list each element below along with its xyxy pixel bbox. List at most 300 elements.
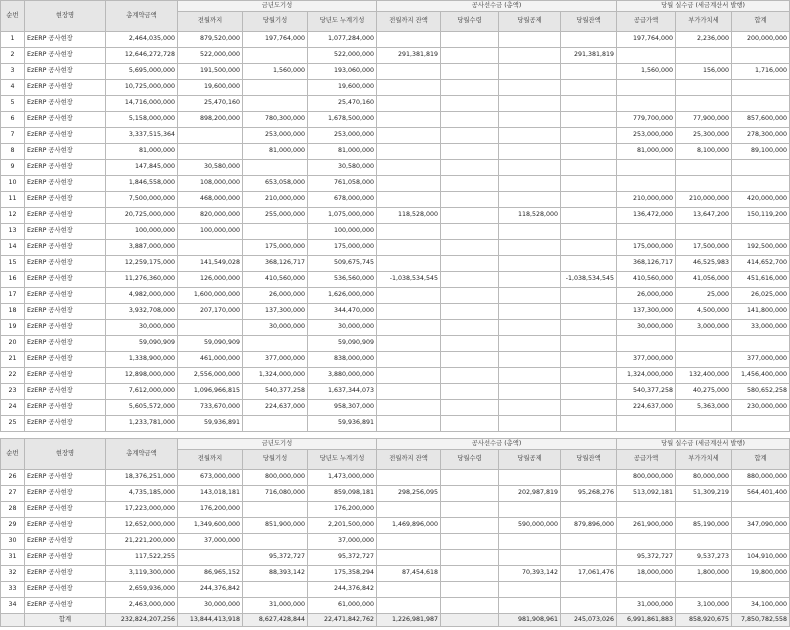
cell-contract: 147,845,000 [106,160,178,176]
cell-this-month: 31,000,000 [243,598,308,614]
cell-this-month: 210,000,000 [243,192,308,208]
cell-year-cum: 1,637,344,073 [308,384,377,400]
cell-sum: 19,800,000 [732,566,790,582]
cell-adv-balance [561,208,617,224]
cell-vat: 8,100,000 [676,144,732,160]
cell-no: 12 [1,208,25,224]
cell-no: 14 [1,240,25,256]
cell-this-month: 780,300,000 [243,112,308,128]
col-no: 순번 [1,439,25,470]
cell-site: EzERP 공사현장 [25,416,106,432]
cell-site: EzERP 공사현장 [25,96,106,112]
table-row [1,176,790,192]
cell-adv-prev-balance [377,240,441,256]
cell-adv-deduct [499,144,561,160]
cell-adv-deduct [499,336,561,352]
cell-adv-receipt [441,128,499,144]
col-prev-month: 전월까지 [178,450,243,470]
cell-adv-receipt [441,96,499,112]
cell-adv-deduct [499,550,561,566]
cell-adv-receipt [441,598,499,614]
col-adv-receipt: 당월수령 [441,450,499,470]
cell-year-cum: 1,678,500,000 [308,112,377,128]
cell-adv-deduct [499,352,561,368]
cell-vat [676,502,732,518]
cell-adv-prev-balance [377,64,441,80]
cell-prev-month: 141,549,028 [178,256,243,272]
cell-sum: 420,000,000 [732,192,790,208]
cell-adv-deduct [499,416,561,432]
cell-prev-month: 191,500,000 [178,64,243,80]
cell-no: 27 [1,486,25,502]
cell-no: 24 [1,400,25,416]
cell-adv-balance [561,64,617,80]
cell-year-cum: 509,675,745 [308,256,377,272]
cell-sum: 141,800,000 [732,304,790,320]
cell-vat: 858,920,675 [676,614,732,627]
cell-adv-receipt [441,32,499,48]
cell-adv-balance: 879,896,000 [561,518,617,534]
cell-supply: 31,000,000 [617,598,676,614]
col-adv-prev-balance: 전월까지 잔액 [377,450,441,470]
table-row [1,368,790,384]
cell-adv-balance [561,598,617,614]
cell-prev-month: 59,936,891 [178,416,243,432]
table-row [1,416,790,432]
cell-site: EzERP 공사현장 [25,64,106,80]
cell-prev-month: 1,349,600,000 [178,518,243,534]
cell-adv-balance [561,144,617,160]
cell-supply: 224,637,000 [617,400,676,416]
cell-prev-month: 898,200,000 [178,112,243,128]
cell-adv-receipt [441,192,499,208]
col-site: 현장명 [25,1,106,32]
cell-vat [676,534,732,550]
cell-this-month: 377,000,000 [243,352,308,368]
table-row [1,336,790,352]
cell-contract: 2,659,936,000 [106,582,178,598]
cell-site: EzERP 공사현장 [25,320,106,336]
cell-sum: 1,716,000 [732,64,790,80]
col-site: 현장명 [25,439,106,470]
cell-contract: 3,887,000,000 [106,240,178,256]
cell-year-cum: 1,473,000,000 [308,470,377,486]
cell-sum: 857,600,000 [732,112,790,128]
cell-sum [732,582,790,598]
cell-supply: 253,000,000 [617,128,676,144]
cell-vat: 80,000,000 [676,470,732,486]
cell-prev-month: 733,670,000 [178,400,243,416]
cell-supply [617,80,676,96]
cell-year-cum: 761,058,000 [308,176,377,192]
table-row [1,128,790,144]
cell-adv-receipt [441,502,499,518]
cell-adv-prev-balance [377,582,441,598]
cell-this-month: 81,000,000 [243,144,308,160]
cell-sum: 880,000,000 [732,470,790,486]
table-row [1,400,790,416]
cell-adv-receipt [441,320,499,336]
table-row [1,224,790,240]
cell-adv-balance [561,352,617,368]
table-row [1,384,790,400]
cell-contract: 59,090,909 [106,336,178,352]
cell-adv-prev-balance: -1,038,534,545 [377,272,441,288]
cell-vat: 25,000 [676,288,732,304]
cell-year-cum: 838,000,000 [308,352,377,368]
cell-site: EzERP 공사현장 [25,48,106,64]
cell-prev-month [178,320,243,336]
cell-prev-month: 1,600,000,000 [178,288,243,304]
cell-supply [617,176,676,192]
table-row [1,582,790,598]
cell-adv-receipt [441,224,499,240]
cell-year-cum: 2,201,500,000 [308,518,377,534]
cell-adv-balance [561,32,617,48]
cell-contract: 117,522,255 [106,550,178,566]
cell-this-month: 26,000,000 [243,288,308,304]
group-this-year: 금년도기성 [178,439,377,450]
table-row [1,96,790,112]
cell-adv-receipt [441,176,499,192]
cell-contract: 3,119,300,000 [106,566,178,582]
cell-adv-deduct [499,48,561,64]
cell-vat [676,352,732,368]
cell-contract: 5,605,572,000 [106,400,178,416]
cell-adv-receipt [441,614,499,627]
cell-no: 31 [1,550,25,566]
cell-site: EzERP 공사현장 [25,112,106,128]
cell-supply: 175,000,000 [617,240,676,256]
cell-adv-prev-balance [377,224,441,240]
cell-adv-prev-balance: 1,226,981,987 [377,614,441,627]
cell-prev-month [178,550,243,566]
cell-no: 9 [1,160,25,176]
cell-adv-balance: 95,268,276 [561,486,617,502]
cell-adv-prev-balance [377,256,441,272]
table-row [1,272,790,288]
cell-adv-deduct [499,400,561,416]
cell-adv-prev-balance [377,416,441,432]
cell-prev-month: 100,000,000 [178,224,243,240]
table-row [1,144,790,160]
cell-no: 1 [1,32,25,48]
cell-vat: 3,000,000 [676,320,732,336]
table-row [1,304,790,320]
cell-year-cum: 958,307,000 [308,400,377,416]
cell-sum [732,96,790,112]
cell-sum: 451,616,000 [732,272,790,288]
cell-contract: 17,223,000,000 [106,502,178,518]
cell-prev-month: 879,520,000 [178,32,243,48]
cell-prev-month: 2,556,000,000 [178,368,243,384]
cell-adv-balance [561,96,617,112]
cell-adv-balance [561,582,617,598]
cell-this-month: 253,000,000 [243,128,308,144]
cell-sum [732,176,790,192]
cell-prev-month: 673,000,000 [178,470,243,486]
cell-site: EzERP 공사현장 [25,176,106,192]
cell-adv-balance [561,304,617,320]
cell-adv-prev-balance [377,128,441,144]
cell-sum: 33,000,000 [732,320,790,336]
cell-vat [676,48,732,64]
cell-this-month: 800,000,000 [243,470,308,486]
cell-adv-receipt [441,80,499,96]
group-this-year: 금년도기성 [178,1,377,12]
cell-year-cum: 253,000,000 [308,128,377,144]
cell-adv-prev-balance: 87,454,618 [377,566,441,582]
cell-adv-balance: 291,381,819 [561,48,617,64]
cell-this-month: 1,560,000 [243,64,308,80]
cell-site: EzERP 공사현장 [25,534,106,550]
cell-supply: 377,000,000 [617,352,676,368]
cell-this-month: 1,324,000,000 [243,368,308,384]
cell-site: EzERP 공사현장 [25,224,106,240]
cell-supply: 81,000,000 [617,144,676,160]
cell-supply: 1,324,000,000 [617,368,676,384]
col-vat: 부가가치세 [676,12,732,32]
cell-year-cum: 176,200,000 [308,502,377,518]
cell-prev-month: 820,000,000 [178,208,243,224]
total-row [1,614,790,627]
col-supply: 공급가액 [617,12,676,32]
cell-this-month: 255,000,000 [243,208,308,224]
cell-prev-month: 86,965,152 [178,566,243,582]
cell-prev-month: 176,200,000 [178,502,243,518]
cell-year-cum: 859,098,181 [308,486,377,502]
progress-table-2 [0,438,790,627]
col-adv-balance: 당월잔액 [561,12,617,32]
cell-adv-prev-balance [377,502,441,518]
cell-adv-receipt [441,240,499,256]
cell-sum: 7,850,782,558 [732,614,790,627]
table-row [1,352,790,368]
cell-no: 15 [1,256,25,272]
cell-adv-deduct [499,96,561,112]
cell-adv-receipt [441,144,499,160]
cell-contract: 3,337,515,364 [106,128,178,144]
cell-no: 4 [1,80,25,96]
cell-year-cum: 81,000,000 [308,144,377,160]
cell-adv-prev-balance [377,176,441,192]
cell-supply [617,534,676,550]
cell-contract: 4,735,185,000 [106,486,178,502]
cell-adv-deduct: 202,987,819 [499,486,561,502]
cell-adv-balance [561,160,617,176]
cell-supply: 30,000,000 [617,320,676,336]
cell-adv-receipt [441,368,499,384]
cell-site: EzERP 공사현장 [25,160,106,176]
cell-prev-month: 108,000,000 [178,176,243,192]
cell-contract: 81,000,000 [106,144,178,160]
cell-year-cum: 678,000,000 [308,192,377,208]
cell-vat: 51,309,219 [676,486,732,502]
cell-this-month: 410,560,000 [243,272,308,288]
cell-adv-deduct [499,304,561,320]
cell-contract: 1,846,558,000 [106,176,178,192]
cell-supply: 95,372,727 [617,550,676,566]
cell-adv-prev-balance [377,144,441,160]
cell-prev-month: 1,096,966,815 [178,384,243,400]
cell-year-cum: 25,470,160 [308,96,377,112]
cell-sum [732,416,790,432]
cell-this-month: 224,637,000 [243,400,308,416]
cell-adv-prev-balance [377,400,441,416]
cell-year-cum: 30,000,000 [308,320,377,336]
cell-supply: 779,700,000 [617,112,676,128]
cell-vat [676,336,732,352]
cell-sum: 564,401,400 [732,486,790,502]
table-row [1,288,790,304]
cell-site: EzERP 공사현장 [25,336,106,352]
cell-adv-prev-balance [377,352,441,368]
cell-adv-prev-balance [377,112,441,128]
cell-site: EzERP 공사현장 [25,486,106,502]
cell-this-month: 137,300,000 [243,304,308,320]
cell-no: 29 [1,518,25,534]
cell-adv-prev-balance [377,470,441,486]
cell-adv-receipt [441,582,499,598]
cell-adv-deduct [499,80,561,96]
cell-adv-balance [561,176,617,192]
cell-no: 21 [1,352,25,368]
cell-supply [617,96,676,112]
cell-site: EzERP 공사현장 [25,400,106,416]
cell-adv-receipt [441,256,499,272]
table-row [1,48,790,64]
cell-vat: 77,900,000 [676,112,732,128]
cell-site: EzERP 공사현장 [25,384,106,400]
cell-supply: 197,764,000 [617,32,676,48]
cell-supply: 800,000,000 [617,470,676,486]
cell-sum: 150,119,200 [732,208,790,224]
cell-adv-prev-balance [377,80,441,96]
group-advance: 공사선수금 (총액) [377,1,617,12]
cell-adv-receipt [441,566,499,582]
cell-adv-deduct [499,64,561,80]
cell-sum: 347,090,000 [732,518,790,534]
table-row [1,320,790,336]
cell-adv-receipt [441,400,499,416]
cell-vat: 9,537,273 [676,550,732,566]
table-row [1,470,790,486]
cell-vat [676,224,732,240]
cell-this-month: 30,000,000 [243,320,308,336]
cell-site: EzERP 공사현장 [25,272,106,288]
cell-sum [732,224,790,240]
cell-prev-month: 30,000,000 [178,598,243,614]
table-row [1,256,790,272]
cell-prev-month: 143,018,181 [178,486,243,502]
cell-contract: 7,612,000,000 [106,384,178,400]
cell-sum: 414,652,700 [732,256,790,272]
cell-vat: 2,236,000 [676,32,732,48]
cell-this-month: 653,058,000 [243,176,308,192]
cell-adv-balance [561,400,617,416]
cell-year-cum: 95,372,727 [308,550,377,566]
cell-contract: 3,932,708,000 [106,304,178,320]
cell-vat: 13,647,200 [676,208,732,224]
col-supply: 공급가액 [617,450,676,470]
cell-prev-month: 207,170,000 [178,304,243,320]
table-row [1,486,790,502]
cell-vat: 5,363,000 [676,400,732,416]
cell-adv-balance [561,240,617,256]
table-row [1,566,790,582]
cell-adv-balance [561,192,617,208]
cell-adv-prev-balance [377,598,441,614]
cell-adv-receipt [441,352,499,368]
cell-contract: 12,898,000,000 [106,368,178,384]
cell-adv-prev-balance [377,96,441,112]
cell-vat: 3,100,000 [676,598,732,614]
cell-adv-deduct [499,598,561,614]
cell-year-cum: 3,880,000,000 [308,368,377,384]
cell-adv-prev-balance [377,384,441,400]
cell-adv-balance [561,288,617,304]
cell-adv-deduct [499,288,561,304]
cell-year-cum: 19,600,000 [308,80,377,96]
cell-contract: 18,376,251,000 [106,470,178,486]
cell-year-cum: 344,470,000 [308,304,377,320]
cell-adv-deduct [499,320,561,336]
cell-prev-month: 19,600,000 [178,80,243,96]
cell-adv-receipt [441,48,499,64]
cell-year-cum: 22,471,842,762 [308,614,377,627]
cell-year-cum: 37,000,000 [308,534,377,550]
cell-prev-month: 461,000,000 [178,352,243,368]
cell-adv-prev-balance: 291,381,819 [377,48,441,64]
cell-adv-receipt [441,416,499,432]
group-advance: 공사선수금 (총액) [377,439,617,450]
cell-adv-receipt [441,208,499,224]
cell-no: 17 [1,288,25,304]
table-row [1,192,790,208]
cell-contract: 12,259,175,000 [106,256,178,272]
cell-year-cum: 244,376,842 [308,582,377,598]
cell-supply: 26,000,000 [617,288,676,304]
cell-adv-prev-balance [377,320,441,336]
cell-contract: 10,725,000,000 [106,80,178,96]
cell-adv-receipt [441,304,499,320]
cell-year-cum: 61,000,000 [308,598,377,614]
cell-supply [617,336,676,352]
cell-adv-deduct [499,470,561,486]
cell-vat: 25,300,000 [676,128,732,144]
cell-no: 2 [1,48,25,64]
cell-sum [732,48,790,64]
cell-adv-deduct: 70,393,142 [499,566,561,582]
cell-no [1,614,25,627]
cell-sum [732,160,790,176]
col-adv-prev-balance: 전월까지 잔액 [377,12,441,32]
cell-adv-balance [561,224,617,240]
cell-year-cum: 522,000,000 [308,48,377,64]
cell-supply: 261,900,000 [617,518,676,534]
cell-supply: 410,560,000 [617,272,676,288]
cell-supply: 210,000,000 [617,192,676,208]
cell-year-cum: 536,560,000 [308,272,377,288]
table-row [1,160,790,176]
cell-no: 33 [1,582,25,598]
cell-sum: 580,652,258 [732,384,790,400]
cell-adv-balance [561,112,617,128]
cell-vat: 17,500,000 [676,240,732,256]
cell-this-month [243,160,308,176]
cell-vat [676,416,732,432]
cell-adv-deduct [499,534,561,550]
